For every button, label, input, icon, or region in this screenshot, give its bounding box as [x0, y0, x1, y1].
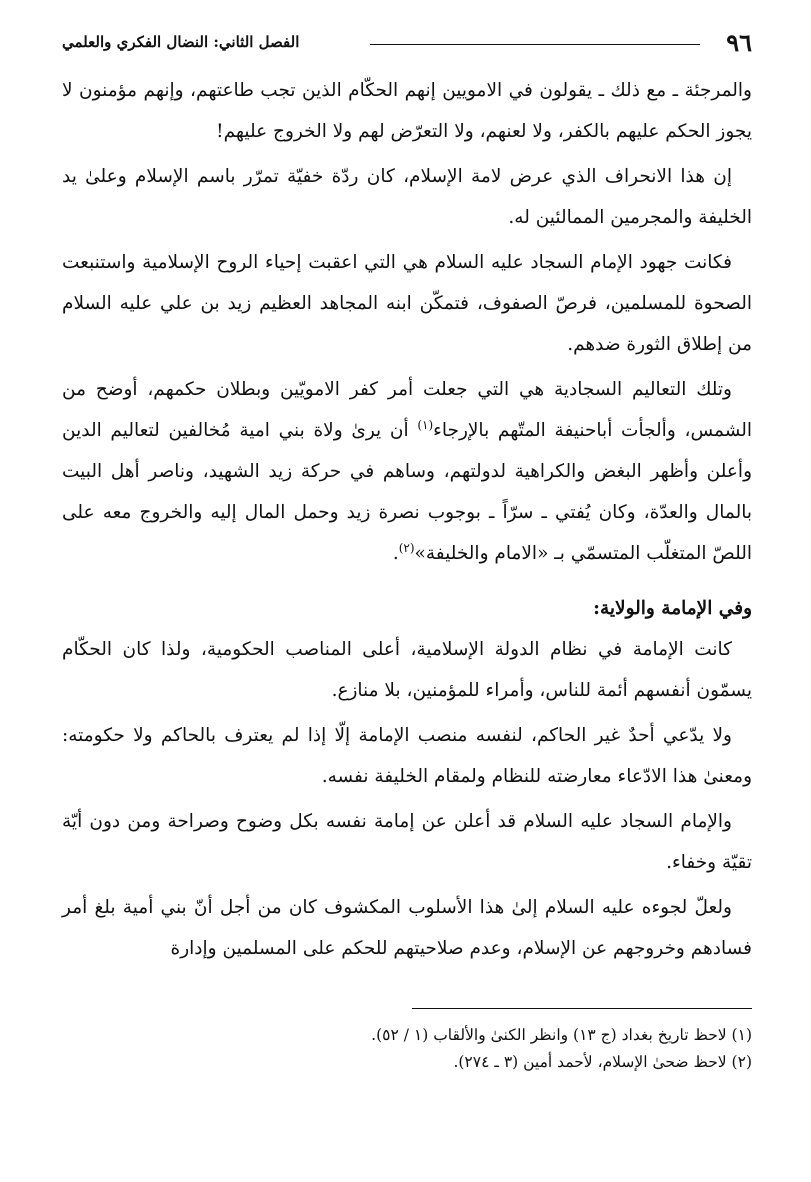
paragraph: ولعلّ لجوءه عليه السلام إلىٰ هذا الأسلوب المكشوف كان من أجل أنّ بني أمية بلغ أمر فسادهم وخروجهم عن الإسلام، وعدم صلاحيتهم للحكم على المسلمين وإدارة [62, 897, 752, 959]
chapter-title: الفصل الثاني: النضال الفكري والعلمي [62, 33, 300, 51]
paragraph: كانت الإمامة في نظام الدولة الإسلامية، أعلى المناصب الحكومية، ولذا كان الحكّام يسمّون أنفسهم أئمة للناس، وأمراء للمؤمنين، بلا منازع. [62, 639, 752, 701]
body-text [62, 70, 752, 973]
footnotes [62, 1022, 752, 1076]
paragraph: ولا يدّعي أحدٌ غير الحاكم، لنفسه منصب الإمامة إلّا إذا لم يعترف بالحاكم ولا حكومته: ومعنىٰ هذا الادّعاء معارضته للنظام ولمقام الخليفة نفسه. [62, 725, 752, 787]
footnote-separator [412, 1008, 752, 1009]
section-heading: وفي الإمامة والولاية: [593, 598, 752, 619]
page-header [62, 26, 752, 60]
paragraph-continuation: والمرجئة ـ مع ذلك ـ يقولون في الامويين إنهم الحكّام الذين تجب طاعتهم، وإنهم مؤمنون لا يجوز الحكم عليهم بالكفر، ولا لعنهم، ولا التعرّض لهم ولا الخروج عليهم! [62, 80, 752, 142]
footnote-2: (٢) لاحظ ضحىٰ الإسلام، لأحمد أمين (٣ ـ ٢٧٤). [453, 1053, 752, 1071]
footnote-ref-2[interactable]: (٢) [398, 540, 415, 555]
header-rule [370, 44, 700, 45]
book-page [62, 26, 752, 1166]
paragraph-text: أن يرىٰ ولاة بني امية مُخالفين لتعاليم الدين وأعلن وأظهر البغض والكراهية لدولتهم، وساهم في حركة زيد الشهيد، وناصر أهل البيت بالمال والعدّة، وكان يُفتي ـ سرّاً ـ بوجوب نصرة زيد وحمل المال إليه والخروج معه على اللصّ المتغلّب المتسمّي بـ «الامام والخليفة» [62, 420, 752, 564]
paragraph-text: وتلك التعاليم السجادية هي التي جعلت أمر كفر الامويّين وبطلان حكمهم، أوضح من الشمس، وألجأت أباحنيفة المتّهم بالإرجاء [62, 379, 753, 441]
paragraph: إن هذا الانحراف الذي عرض لامة الإسلام، كان ردّة خفيّة تمرّر باسم الإسلام وعلىٰ يد الخليفة والمجرمين الممالئين له. [62, 166, 752, 228]
page-number: ٩٦ [726, 28, 752, 57]
paragraph: والإمام السجاد عليه السلام قد أعلن عن إمامة نفسه بكل وضوح وصراحة ومن دون أيّة تقيّة وخفاء. [62, 811, 752, 873]
paragraph: فكانت جهود الإمام السجاد عليه السلام هي التي اعقبت إحياء الروح الإسلامية واستنبعت الصحوة للمسلمين، فرصّ الصفوف، فتمكّن ابنه المجاهد العظيم زيد بن علي عليه السلام من إطلاق الثورة ضدهم. [62, 252, 752, 355]
paragraph-text: . [392, 543, 399, 564]
footnote-ref-1[interactable]: (١) [417, 417, 434, 432]
footnote-1: (١) لاحظ تاريخ بغداد (ج ١٣) وانظر الكنىٰ والألقاب (١ / ٥٢). [371, 1026, 752, 1044]
paragraph-with-references [62, 369, 752, 574]
